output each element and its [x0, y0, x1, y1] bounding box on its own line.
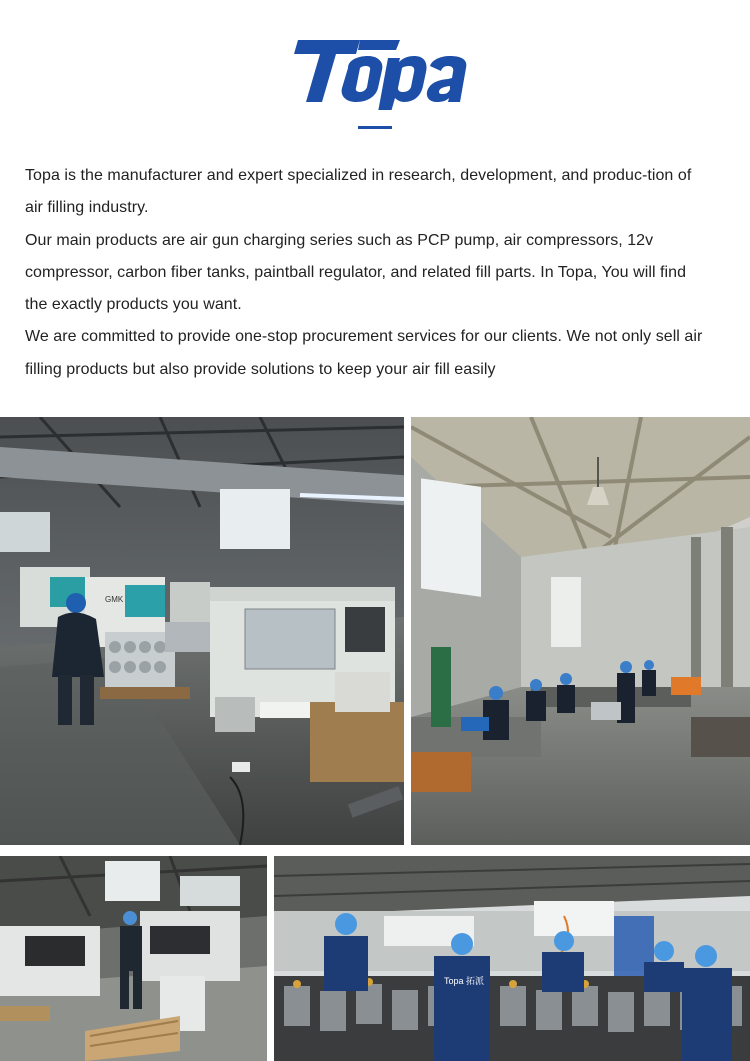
intro-paragraph-3: We are committed to provide one-stop procurement services for our clients. We not only sell air filling products but also provide solutions to keep your air fill easily: [25, 328, 703, 378]
topa-logo: [290, 32, 470, 110]
intro-paragraph-2: Our main products are air gun charging series such as PCP pump, air compressors, 12v compressor, carbon fiber tanks, paintball regulator, and related fill parts. In Topa, You will find the exactly products you want.: [25, 231, 687, 314]
intro-paragraph-1: Topa is the manufacturer and expert specialized in research, development, and produc-tion of air filling industry.: [25, 167, 692, 217]
photo-cnc-workshop: [0, 417, 404, 845]
logo-underline: [358, 126, 392, 129]
machine-label: GMK: [105, 595, 124, 604]
photo-machining-area: [0, 856, 267, 1061]
photo-assembly-hall: [411, 417, 750, 845]
uniform-logo: Topa 拓派: [444, 976, 485, 986]
photo-assembly-line: [274, 856, 750, 1061]
intro-text: [25, 160, 705, 386]
